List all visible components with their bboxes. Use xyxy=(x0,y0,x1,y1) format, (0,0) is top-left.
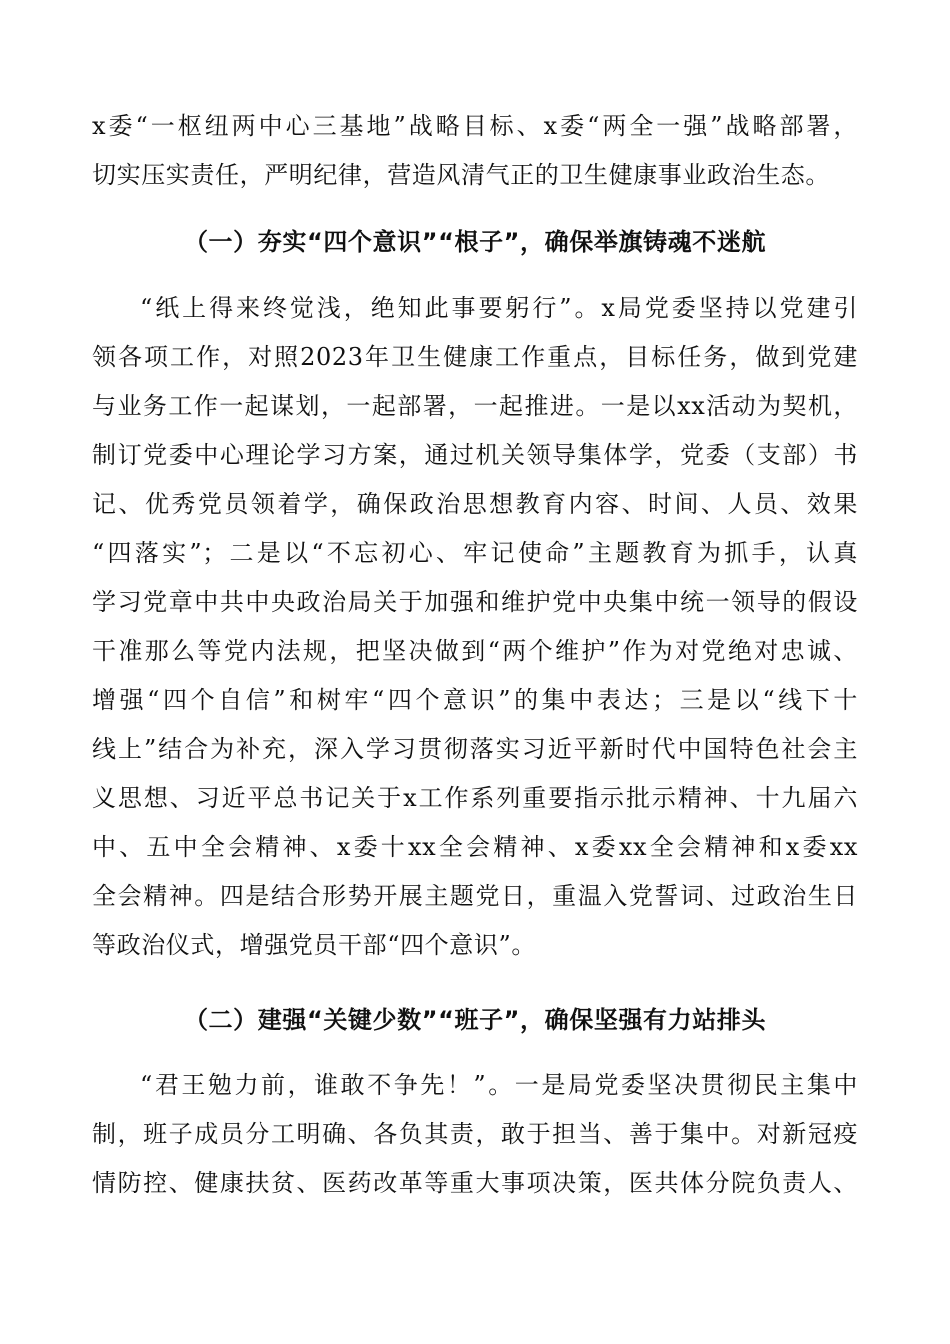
text-line: 干准那么等党内法规，把坚决做到“两个维护”作为对党绝对忠诚、 xyxy=(92,637,858,665)
text-line: 与业务工作一起谋划，一起部署，一起推进。一是以xx活动为契机， xyxy=(92,392,858,420)
intro-paragraph xyxy=(92,102,858,200)
section-1-paragraph xyxy=(92,284,858,970)
text-line: 情防控、健康扶贫、医药改革等重大事项决策，医共体分院负责人、 xyxy=(92,1169,858,1197)
text-line: 领各项工作，对照2023年卫生健康工作重点，目标任务，做到党建 xyxy=(92,343,858,371)
text-line: 制订党委中心理论学习方案，通过机关领导集体学，党委（支部）书 xyxy=(92,441,858,469)
text-line: 中、五中全会精神、x委十xx全会精神、x委xx全会精神和x委xx xyxy=(92,833,858,861)
text-line: 制，班子成员分工明确、各负其责，敢于担当、善于集中。对新冠疫 xyxy=(92,1120,858,1148)
text-line: 增强“四个自信”和树牢“四个意识”的集中表达；三是以“线下十 xyxy=(92,686,858,714)
section-heading-1: （一）夯实“四个意识”“根子”，确保举旗铸魂不迷航 xyxy=(183,228,767,256)
text-line: x委“一枢纽两中心三基地”战略目标、x委“两全一强”战略部署， xyxy=(92,112,858,140)
text-line: 线上”结合为补充，深入学习贯彻落实习近平新时代中国特色社会主 xyxy=(92,735,858,763)
text-line: 等政治仪式，增强党员干部“四个意识”。 xyxy=(92,931,536,959)
text-line: “四落实”；二是以“不忘初心、牢记使命”主题教育为抓手，认真 xyxy=(92,539,858,567)
text-line: 学习党章中共中央政治局关于加强和维护党中央集中统一领导的假设 xyxy=(92,588,858,616)
text-line: “纸上得来终觉浅，绝知此事要躬行”。x局党委坚持以党建引 xyxy=(140,294,858,322)
text-line: 记、优秀党员领着学，确保政治思想教育内容、时间、人员、效果 xyxy=(92,490,858,518)
text-line: 全会精神。四是结合形势开展主题党日，重温入党誓词、过政治生日 xyxy=(92,882,858,910)
section-heading-2: （二）建强“关键少数”“班子”，确保坚强有力站排头 xyxy=(183,1006,767,1034)
text-line: 义思想、习近平总书记关于x工作系列重要指示批示精神、十九届六 xyxy=(92,784,858,812)
text-line: 切实压实责任，严明纪律，营造风清气正的卫生健康事业政治生态。 xyxy=(92,161,830,189)
text-line: “君王勉力前，谁敢不争先！”。一是局党委坚决贯彻民主集中 xyxy=(140,1071,858,1099)
section-2-paragraph xyxy=(92,1061,858,1208)
